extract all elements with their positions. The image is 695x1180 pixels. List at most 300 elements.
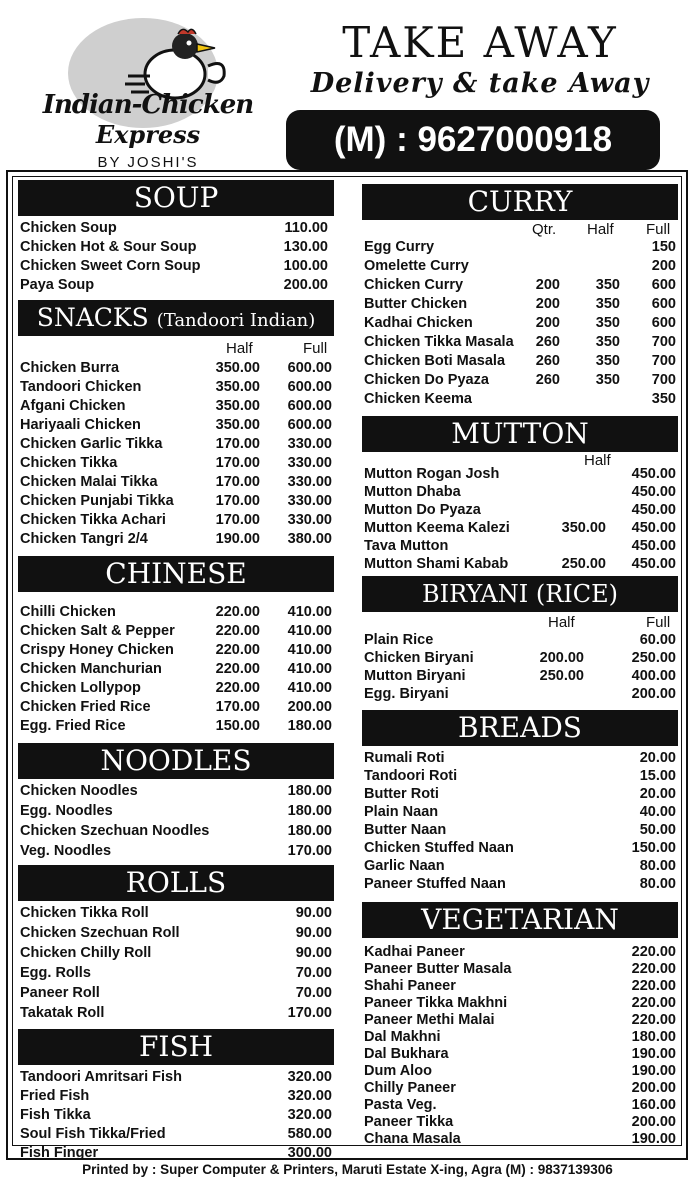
item-price-full: 150: [651, 239, 676, 255]
item-name: Egg Curry: [364, 239, 435, 255]
item-price-half: 170.00: [215, 699, 260, 715]
item-name: Paya Soup: [20, 277, 95, 293]
mutton-column-headers: [362, 452, 678, 469]
item-price: 20.00: [639, 750, 676, 766]
item-name: Tandoori Roti: [364, 768, 458, 784]
item-price: 90.00: [295, 905, 332, 921]
item-price-half: 350: [595, 372, 620, 388]
list-item: [18, 718, 334, 737]
section-heading-chinese: CHINESE: [18, 556, 334, 592]
item-name: Fried Fish: [20, 1088, 90, 1104]
item-price-full: 330.00: [287, 436, 332, 452]
section-heading-soup: SOUP: [18, 180, 334, 216]
list-item: [18, 1005, 334, 1025]
rolls-list: [18, 905, 334, 1025]
item-name: Butter Chicken: [364, 296, 468, 312]
item-price-half: 200.00: [539, 650, 584, 666]
col-half: Half: [584, 452, 611, 469]
fish-list: [18, 1069, 334, 1164]
item-name: Pasta Veg.: [364, 1097, 437, 1113]
list-item: [18, 680, 334, 699]
logo-name-line1: Indian-Chicken: [42, 90, 254, 120]
item-name: Fish Finger: [20, 1145, 99, 1161]
item-price: 130.00: [283, 239, 328, 255]
item-name: Paneer Tikka Makhni: [364, 995, 508, 1011]
list-item: [18, 220, 334, 239]
item-price: 190.00: [631, 1046, 676, 1062]
item-price-half: 350.00: [215, 398, 260, 414]
item-name: Chicken Tikka Achari: [20, 512, 166, 528]
item-price-half: 350: [595, 353, 620, 369]
biryani-column-headers: [362, 614, 678, 632]
item-price-half: 350: [595, 277, 620, 293]
list-item: [18, 803, 334, 823]
item-name: Chilli Chicken: [20, 604, 116, 620]
breads-list: [362, 750, 678, 894]
item-name: Veg. Noodles: [20, 843, 112, 859]
item-name: Mutton Biryani: [364, 668, 466, 684]
noodles-list: [18, 783, 334, 863]
logo: [28, 12, 268, 177]
item-name: Mutton Keema Kalezi: [364, 520, 510, 536]
item-price-full: 60.00: [639, 632, 676, 648]
list-item: [362, 538, 678, 556]
list-item: [362, 944, 678, 961]
soup-list: [18, 220, 334, 296]
item-name: Chicken Salt & Pepper: [20, 623, 175, 639]
item-price: 200.00: [631, 1114, 676, 1130]
item-name: Mutton Do Pyaza: [364, 502, 481, 518]
item-name: Chicken Burra: [20, 360, 120, 376]
item-price-full: 410.00: [287, 680, 332, 696]
list-item: [362, 858, 678, 876]
item-name: Garlic Naan: [364, 858, 445, 874]
item-name: Chicken Fried Rice: [20, 699, 151, 715]
item-name: Rumali Roti: [364, 750, 445, 766]
item-price-half: 170.00: [215, 512, 260, 528]
item-name: Dal Makhni: [364, 1029, 441, 1045]
item-name: Paneer Butter Masala: [364, 961, 512, 977]
item-price-half: 170.00: [215, 493, 260, 509]
item-name: Chicken Chilly Roll: [20, 945, 152, 961]
list-item: [18, 661, 334, 680]
item-price-qtr: 200: [535, 277, 560, 293]
item-price-half: 350.00: [215, 379, 260, 395]
list-item: [362, 466, 678, 484]
list-item: [18, 531, 334, 550]
list-item: [362, 502, 678, 520]
item-name: Hariyaali Chicken: [20, 417, 141, 433]
item-price-full: 330.00: [287, 493, 332, 509]
item-price-half: 170.00: [215, 474, 260, 490]
list-item: [18, 1088, 334, 1107]
col-full: Full: [303, 340, 328, 357]
list-item: [18, 455, 334, 474]
item-name: Chicken Garlic Tikka: [20, 436, 163, 452]
list-item: [18, 379, 334, 398]
item-price-qtr: 260: [535, 353, 560, 369]
item-name: Mutton Rogan Josh: [364, 466, 500, 482]
chinese-list: [18, 604, 334, 737]
item-price: 180.00: [631, 1029, 676, 1045]
item-price: 190.00: [631, 1063, 676, 1079]
item-price: 150.00: [631, 840, 676, 856]
list-item: [18, 925, 334, 945]
item-name: Chicken Malai Tikka: [20, 474, 158, 490]
item-price: 15.00: [639, 768, 676, 784]
item-name: Plain Naan: [364, 804, 439, 820]
item-price-full: 350: [651, 391, 676, 407]
item-name: Dum Aloo: [364, 1063, 432, 1079]
item-price: 50.00: [639, 822, 676, 838]
item-name: Chicken Tikka: [20, 455, 118, 471]
item-price-full: 410.00: [287, 604, 332, 620]
item-name: Shahi Paneer: [364, 978, 456, 994]
item-price-full: 410.00: [287, 623, 332, 639]
list-item: [362, 668, 678, 686]
col-half: Half: [587, 221, 614, 238]
list-item: [18, 945, 334, 965]
list-item: [362, 484, 678, 502]
item-price: 170.00: [287, 843, 332, 859]
item-name: Chana Masala: [364, 1131, 461, 1147]
item-price: 220.00: [631, 978, 676, 994]
item-price-full: 200.00: [287, 699, 332, 715]
item-price-full: 450.00: [631, 484, 676, 500]
item-price-full: 250.00: [631, 650, 676, 666]
item-price-full: 450.00: [631, 538, 676, 554]
item-name: Chicken Noodles: [20, 783, 138, 799]
item-price-full: 410.00: [287, 642, 332, 658]
list-item: [362, 277, 678, 296]
item-price-full: 700: [651, 353, 676, 369]
list-item: [362, 1063, 678, 1080]
item-price: 80.00: [639, 876, 676, 892]
item-price-half: 220.00: [215, 680, 260, 696]
section-heading-mutton: MUTTON: [362, 416, 678, 452]
item-name: Egg. Fried Rice: [20, 718, 126, 734]
item-name: Chicken Soup: [20, 220, 117, 236]
list-item: [18, 1069, 334, 1088]
list-item: [362, 1012, 678, 1029]
item-price-full: 450.00: [631, 556, 676, 572]
item-price-half: 350: [595, 334, 620, 350]
vegetarian-list: [362, 944, 678, 1148]
item-name: Chicken Biryani: [364, 650, 474, 666]
item-price-full: 450.00: [631, 466, 676, 482]
item-price-qtr: 260: [535, 334, 560, 350]
mutton-list: [362, 466, 678, 574]
item-price: 180.00: [287, 823, 332, 839]
list-item: [18, 474, 334, 493]
item-name: Chilly Paneer: [364, 1080, 456, 1096]
item-price: 90.00: [295, 925, 332, 941]
item-name: Mutton Shami Kabab: [364, 556, 509, 572]
page-title: TAKE AWAY: [342, 18, 618, 67]
item-price-qtr: 200: [535, 315, 560, 331]
list-item: [362, 1097, 678, 1114]
item-price: 90.00: [295, 945, 332, 961]
item-price-full: 700: [651, 334, 676, 350]
col-half: Half: [226, 340, 253, 357]
logo-by: BY JOSHI'S: [97, 154, 199, 171]
list-item: [18, 398, 334, 417]
list-item: [362, 1131, 678, 1148]
section-heading-fish: FISH: [18, 1029, 334, 1065]
list-item: [362, 334, 678, 353]
col-qtr: Qtr.: [532, 221, 557, 238]
list-item: [18, 436, 334, 455]
list-item: [362, 239, 678, 258]
item-price-half: 190.00: [215, 531, 260, 547]
list-item: [362, 786, 678, 804]
item-name: Plain Rice: [364, 632, 434, 648]
item-name: Mutton Dhaba: [364, 484, 461, 500]
list-item: [18, 1126, 334, 1145]
item-name: Butter Naan: [364, 822, 447, 838]
item-price: 190.00: [631, 1131, 676, 1147]
snacks-title: SNACKS: [36, 303, 149, 332]
section-heading-noodles: NOODLES: [18, 743, 334, 779]
list-item: [18, 417, 334, 436]
item-price-qtr: 200: [535, 296, 560, 312]
item-name: Butter Roti: [364, 786, 439, 802]
list-item: [18, 699, 334, 718]
list-item: [362, 686, 678, 704]
item-name: Chicken Do Pyaza: [364, 372, 489, 388]
item-name: Paneer Roll: [20, 985, 100, 1001]
item-price-full: 410.00: [287, 661, 332, 677]
item-name: Chicken Lollypop: [20, 680, 141, 696]
list-item: [362, 315, 678, 334]
list-item: [362, 650, 678, 668]
list-item: [18, 843, 334, 863]
list-item: [18, 642, 334, 661]
item-name: Afgani Chicken: [20, 398, 126, 414]
section-heading-biryani: BIRYANI (RICE): [362, 576, 678, 612]
item-price: 320.00: [287, 1069, 332, 1085]
item-name: Omelette Curry: [364, 258, 469, 274]
item-name: Chicken Keema: [364, 391, 472, 407]
item-price-full: 450.00: [631, 502, 676, 518]
item-price: 160.00: [631, 1097, 676, 1113]
item-price-half: 350.00: [215, 360, 260, 376]
list-item: [362, 1046, 678, 1063]
list-item: [362, 750, 678, 768]
item-price: 220.00: [631, 995, 676, 1011]
page-subtitle: Delivery & take Away: [310, 68, 650, 99]
list-item: [362, 978, 678, 995]
list-item: [362, 372, 678, 391]
item-price-full: 600.00: [287, 379, 332, 395]
item-price: 180.00: [287, 803, 332, 819]
item-name: Takatak Roll: [20, 1005, 105, 1021]
section-heading-snacks: [18, 300, 334, 336]
list-item: [18, 623, 334, 642]
item-price: 200.00: [283, 277, 328, 293]
item-name: Egg. Rolls: [20, 965, 91, 981]
item-name: Chicken Stuffed Naan: [364, 840, 514, 856]
item-price: 70.00: [295, 985, 332, 1001]
item-price-full: 600.00: [287, 417, 332, 433]
item-price: 320.00: [287, 1088, 332, 1104]
snacks-column-headers: [18, 340, 334, 358]
item-price: 100.00: [283, 258, 328, 274]
item-price-half: 220.00: [215, 623, 260, 639]
list-item: [362, 822, 678, 840]
printer-footer: Printed by : Super Computer & Printers, Maruti Estate X-ing, Agra (M) : 9837139306: [82, 1162, 613, 1177]
list-item: [362, 1080, 678, 1097]
item-price-full: 380.00: [287, 531, 332, 547]
list-item: [18, 985, 334, 1005]
item-name: Kadhai Chicken: [364, 315, 473, 331]
item-name: Chicken Hot & Sour Soup: [20, 239, 197, 255]
list-item: [362, 556, 678, 574]
item-price-full: 600.00: [287, 398, 332, 414]
list-item: [362, 353, 678, 372]
list-item: [362, 804, 678, 822]
item-price-full: 330.00: [287, 512, 332, 528]
list-item: [18, 1107, 334, 1126]
item-price-full: 600: [651, 277, 676, 293]
item-price: 40.00: [639, 804, 676, 820]
item-price: 20.00: [639, 786, 676, 802]
item-price-full: 330.00: [287, 455, 332, 471]
list-item: [362, 876, 678, 894]
item-price: 200.00: [631, 1080, 676, 1096]
list-item: [18, 493, 334, 512]
item-price-full: 200: [651, 258, 676, 274]
item-name: Chicken Manchurian: [20, 661, 162, 677]
item-name: Chicken Tangri 2/4: [20, 531, 148, 547]
item-price-half: 150.00: [215, 718, 260, 734]
list-item: [362, 258, 678, 277]
section-heading-curry: CURRY: [362, 184, 678, 220]
item-name: Chicken Szechuan Noodles: [20, 823, 210, 839]
item-price-full: 600.00: [287, 360, 332, 376]
item-price: 300.00: [287, 1145, 332, 1161]
item-name: Tava Mutton: [364, 538, 449, 554]
item-price-half: 250.00: [561, 556, 606, 572]
item-name: Chicken Sweet Corn Soup: [20, 258, 201, 274]
item-price: 170.00: [287, 1005, 332, 1021]
item-name: Chicken Punjabi Tikka: [20, 493, 174, 509]
item-price-half: 250.00: [539, 668, 584, 684]
list-item: [362, 1114, 678, 1131]
item-price-full: 600: [651, 296, 676, 312]
item-name: Chicken Tikka Masala: [364, 334, 514, 350]
curry-column-headers: [362, 221, 678, 239]
item-name: Kadhai Paneer: [364, 944, 465, 960]
col-half: Half: [548, 614, 575, 631]
list-item: [18, 965, 334, 985]
list-item: [362, 520, 678, 538]
item-price: 110.00: [284, 220, 328, 236]
item-price-half: 350.00: [561, 520, 606, 536]
list-item: [18, 823, 334, 843]
curry-list: [362, 239, 678, 410]
list-item: [18, 277, 334, 296]
item-name: Fish Tikka: [20, 1107, 91, 1123]
biryani-list: [362, 632, 678, 704]
item-price: 220.00: [631, 944, 676, 960]
item-price-half: 350: [595, 315, 620, 331]
item-name: Tandoori Chicken: [20, 379, 142, 395]
list-item: [18, 783, 334, 803]
item-name: Chicken Curry: [364, 277, 464, 293]
item-price-full: 180.00: [287, 718, 332, 734]
list-item: [362, 391, 678, 410]
item-price-half: 220.00: [215, 604, 260, 620]
phone-number: (M) : 9627000918: [286, 110, 660, 170]
item-name: Paneer Stuffed Naan: [364, 876, 506, 892]
list-item: [18, 239, 334, 258]
item-name: Chicken Tikka Roll: [20, 905, 149, 921]
list-item: [362, 961, 678, 978]
list-item: [18, 604, 334, 623]
item-price-qtr: 260: [535, 372, 560, 388]
col-full: Full: [646, 221, 671, 238]
list-item: [362, 632, 678, 650]
item-price-full: 400.00: [631, 668, 676, 684]
item-name: Chicken Szechuan Roll: [20, 925, 180, 941]
item-price-half: 170.00: [215, 455, 260, 471]
section-heading-breads: BREADS: [362, 710, 678, 746]
item-price: 320.00: [287, 1107, 332, 1123]
list-item: [18, 905, 334, 925]
list-item: [18, 258, 334, 277]
item-name: Chicken Boti Masala: [364, 353, 506, 369]
snacks-list: [18, 360, 334, 550]
item-price: 580.00: [287, 1126, 332, 1142]
item-name: Tandoori Amritsari Fish: [20, 1069, 182, 1085]
list-item: [18, 360, 334, 379]
item-price-full: 700: [651, 372, 676, 388]
item-name: Paneer Tikka: [364, 1114, 454, 1130]
list-item: [362, 768, 678, 786]
item-price-half: 220.00: [215, 661, 260, 677]
logo-name-line2: Express: [95, 120, 201, 149]
list-item: [362, 840, 678, 858]
right-column: [362, 184, 678, 1148]
list-item: [362, 995, 678, 1012]
item-price: 80.00: [639, 858, 676, 874]
item-price-full: 450.00: [631, 520, 676, 536]
item-price: 220.00: [631, 961, 676, 977]
item-price: 70.00: [295, 965, 332, 981]
list-item: [362, 1029, 678, 1046]
item-name: Crispy Honey Chicken: [20, 642, 174, 658]
list-item: [362, 296, 678, 315]
item-name: Egg. Noodles: [20, 803, 113, 819]
item-price-half: 350.00: [215, 417, 260, 433]
item-price-half: 220.00: [215, 642, 260, 658]
item-price: 220.00: [631, 1012, 676, 1028]
item-price-half: 170.00: [215, 436, 260, 452]
item-price-full: 600: [651, 315, 676, 331]
col-full: Full: [646, 614, 671, 631]
section-heading-vegetarian: VEGETARIAN: [362, 902, 678, 938]
item-name: Paneer Methi Malai: [364, 1012, 495, 1028]
snacks-subtitle: (Tandoori Indian): [156, 310, 316, 331]
item-price-full: 330.00: [287, 474, 332, 490]
left-column: [18, 180, 334, 1164]
item-name: Soul Fish Tikka/Fried: [20, 1126, 166, 1142]
item-name: Dal Bukhara: [364, 1046, 449, 1062]
list-item: [18, 512, 334, 531]
item-name: Egg. Biryani: [364, 686, 449, 702]
item-price-half: 350: [595, 296, 620, 312]
